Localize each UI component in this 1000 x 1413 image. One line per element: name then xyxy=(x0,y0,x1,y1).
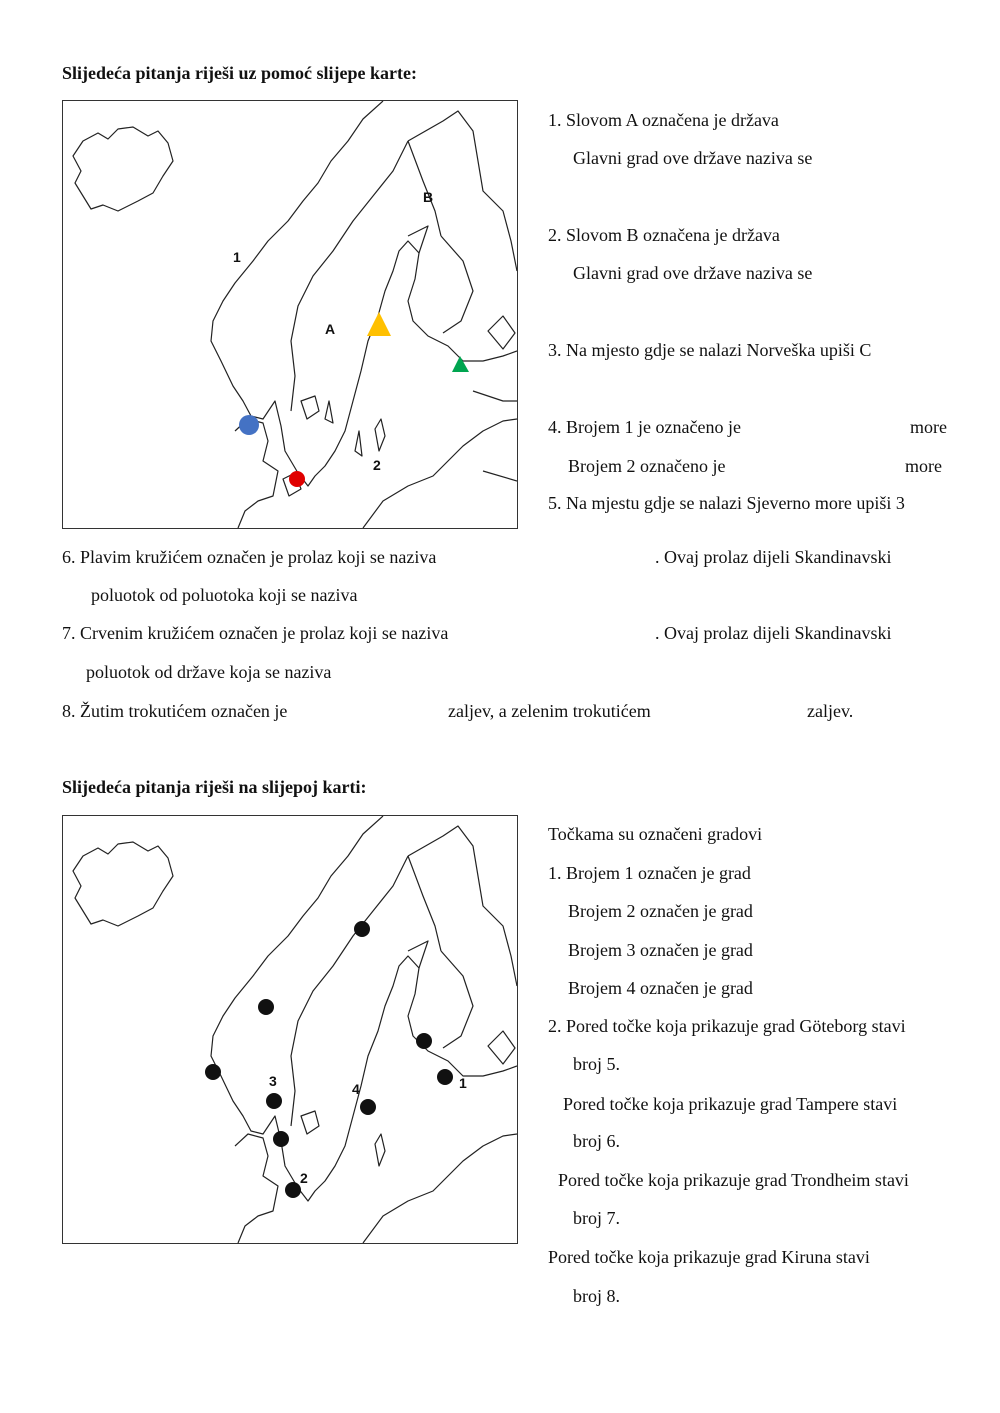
trondheim-instruction: Pored točke koja prikazuje grad Trondheim stavi xyxy=(558,1170,909,1190)
q5-text: 5. Na mjestu gdje se nalazi Sjeverno more upiši 3 xyxy=(548,493,905,513)
lake-ladoga xyxy=(488,316,515,349)
finland-coast-2 xyxy=(408,941,473,1048)
lake-vattern xyxy=(325,401,333,423)
city-dot xyxy=(258,999,274,1015)
q2-line1: 2. Slovom B označena je država xyxy=(548,225,780,245)
q2-line2: Glavni grad ove države naziva se xyxy=(573,263,813,283)
goteborg-number: broj 5. xyxy=(573,1054,620,1074)
map-2-drawing xyxy=(63,816,517,1243)
continent-border xyxy=(473,391,517,481)
lake-vanern xyxy=(301,396,319,419)
map2-label-2: 2 xyxy=(300,1170,308,1186)
q8-part-a: 8. Žutim trokutićem označen je xyxy=(62,701,288,721)
q1-line2: Glavni grad ove države naziva se xyxy=(573,148,813,168)
map1-label-2: 2 xyxy=(373,457,381,473)
denmark-outline-2 xyxy=(235,1134,278,1243)
q6-line1-end: . Ovaj prolaz dijeli Skandinavski xyxy=(655,547,892,567)
q7-line1-start: 7. Crvenim kružićem označen je prolaz koji se naziva xyxy=(62,623,449,643)
q3-text: 3. Na mjesto gdje se nalazi Norveška upiši C xyxy=(548,340,872,360)
q4-line2-start: Brojem 2 označeno je xyxy=(568,456,726,476)
baltic-coast-2 xyxy=(363,1134,517,1243)
map1-label-b: B xyxy=(423,189,434,205)
city-dot xyxy=(273,1131,289,1147)
goteborg-instruction: 2. Pored točke koja prikazuje grad Göteborg stavi xyxy=(548,1016,906,1036)
cities-intro: Točkama su označeni gradovi xyxy=(548,824,763,844)
iceland-outline-2 xyxy=(73,842,173,926)
kiruna-instruction: Pored točke koja prikazuje grad Kiruna stavi xyxy=(548,1247,870,1267)
city-dot-4 xyxy=(360,1099,376,1115)
denmark-outline xyxy=(235,419,278,528)
yellow-triangle-marker xyxy=(367,312,391,336)
map2-label-1: 1 xyxy=(459,1075,467,1091)
trondheim-number: broj 7. xyxy=(573,1208,620,1228)
q4-line2-end: more xyxy=(905,456,942,476)
city-dot xyxy=(416,1033,432,1049)
q7-line1-end: . Ovaj prolaz dijeli Skandinavski xyxy=(655,623,892,643)
city-dot-1 xyxy=(437,1069,453,1085)
city-question-3: Brojem 3 označen je grad xyxy=(568,940,753,960)
q6-line2: poluotok od poluotoka koji se naziva xyxy=(91,585,358,605)
gotland-outline-2 xyxy=(375,1134,385,1166)
city-question-4: Brojem 4 označen je grad xyxy=(568,978,753,998)
scandinavia-blind-map-1 xyxy=(62,100,518,529)
finland-coast xyxy=(408,226,473,333)
city-dot xyxy=(354,921,370,937)
scandinavia-outline-2 xyxy=(211,816,517,1201)
q8-part-c: zaljev. xyxy=(807,701,854,721)
iceland-outline xyxy=(73,127,173,211)
section2-heading: Slijedeća pitanja riješi na slijepoj karti: xyxy=(62,777,367,797)
finland-outline-2 xyxy=(408,826,517,986)
q4-line1-end: more xyxy=(910,417,947,437)
city-question-1: 1. Brojem 1 označen je grad xyxy=(548,863,751,883)
blue-circle-marker xyxy=(239,415,259,435)
map1-label-1: 1 xyxy=(233,249,241,265)
q8-part-b: zaljev, a zelenim trokutićem xyxy=(448,701,651,721)
q1-line1: 1. Slovom A označena je država xyxy=(548,110,779,130)
baltic-coast xyxy=(363,419,517,528)
map-1-drawing xyxy=(63,101,517,528)
lake-vanern-2 xyxy=(301,1111,319,1134)
map2-label-3: 3 xyxy=(269,1073,277,1089)
map2-label-4: 4 xyxy=(352,1081,360,1097)
q4-line1-start: 4. Brojem 1 je označeno je xyxy=(548,417,741,437)
city-dot xyxy=(205,1064,221,1080)
kiruna-number: broj 8. xyxy=(573,1286,620,1306)
scandinavia-blind-map-2 xyxy=(62,815,518,1244)
green-triangle-marker xyxy=(452,356,469,372)
city-dot-3 xyxy=(266,1093,282,1109)
q6-line1-start: 6. Plavim kružićem označen je prolaz koji se naziva xyxy=(62,547,437,567)
tampere-number: broj 6. xyxy=(573,1131,620,1151)
sweden-finland-border-2 xyxy=(408,856,441,951)
oland-outline xyxy=(355,431,362,456)
city-question-2: Brojem 2 označen je grad xyxy=(568,901,753,921)
gotland-outline xyxy=(375,419,385,451)
section1-heading: Slijedeća pitanja riješi uz pomoć slijepe karte: xyxy=(62,63,417,83)
city-dot-2 xyxy=(285,1182,301,1198)
q7-line2: poluotok od države koja se naziva xyxy=(86,662,332,682)
red-circle-marker xyxy=(289,471,305,487)
tampere-instruction: Pored točke koja prikazuje grad Tampere stavi xyxy=(563,1094,898,1114)
map1-label-a: A xyxy=(325,321,336,337)
lake-ladoga-2 xyxy=(488,1031,515,1064)
